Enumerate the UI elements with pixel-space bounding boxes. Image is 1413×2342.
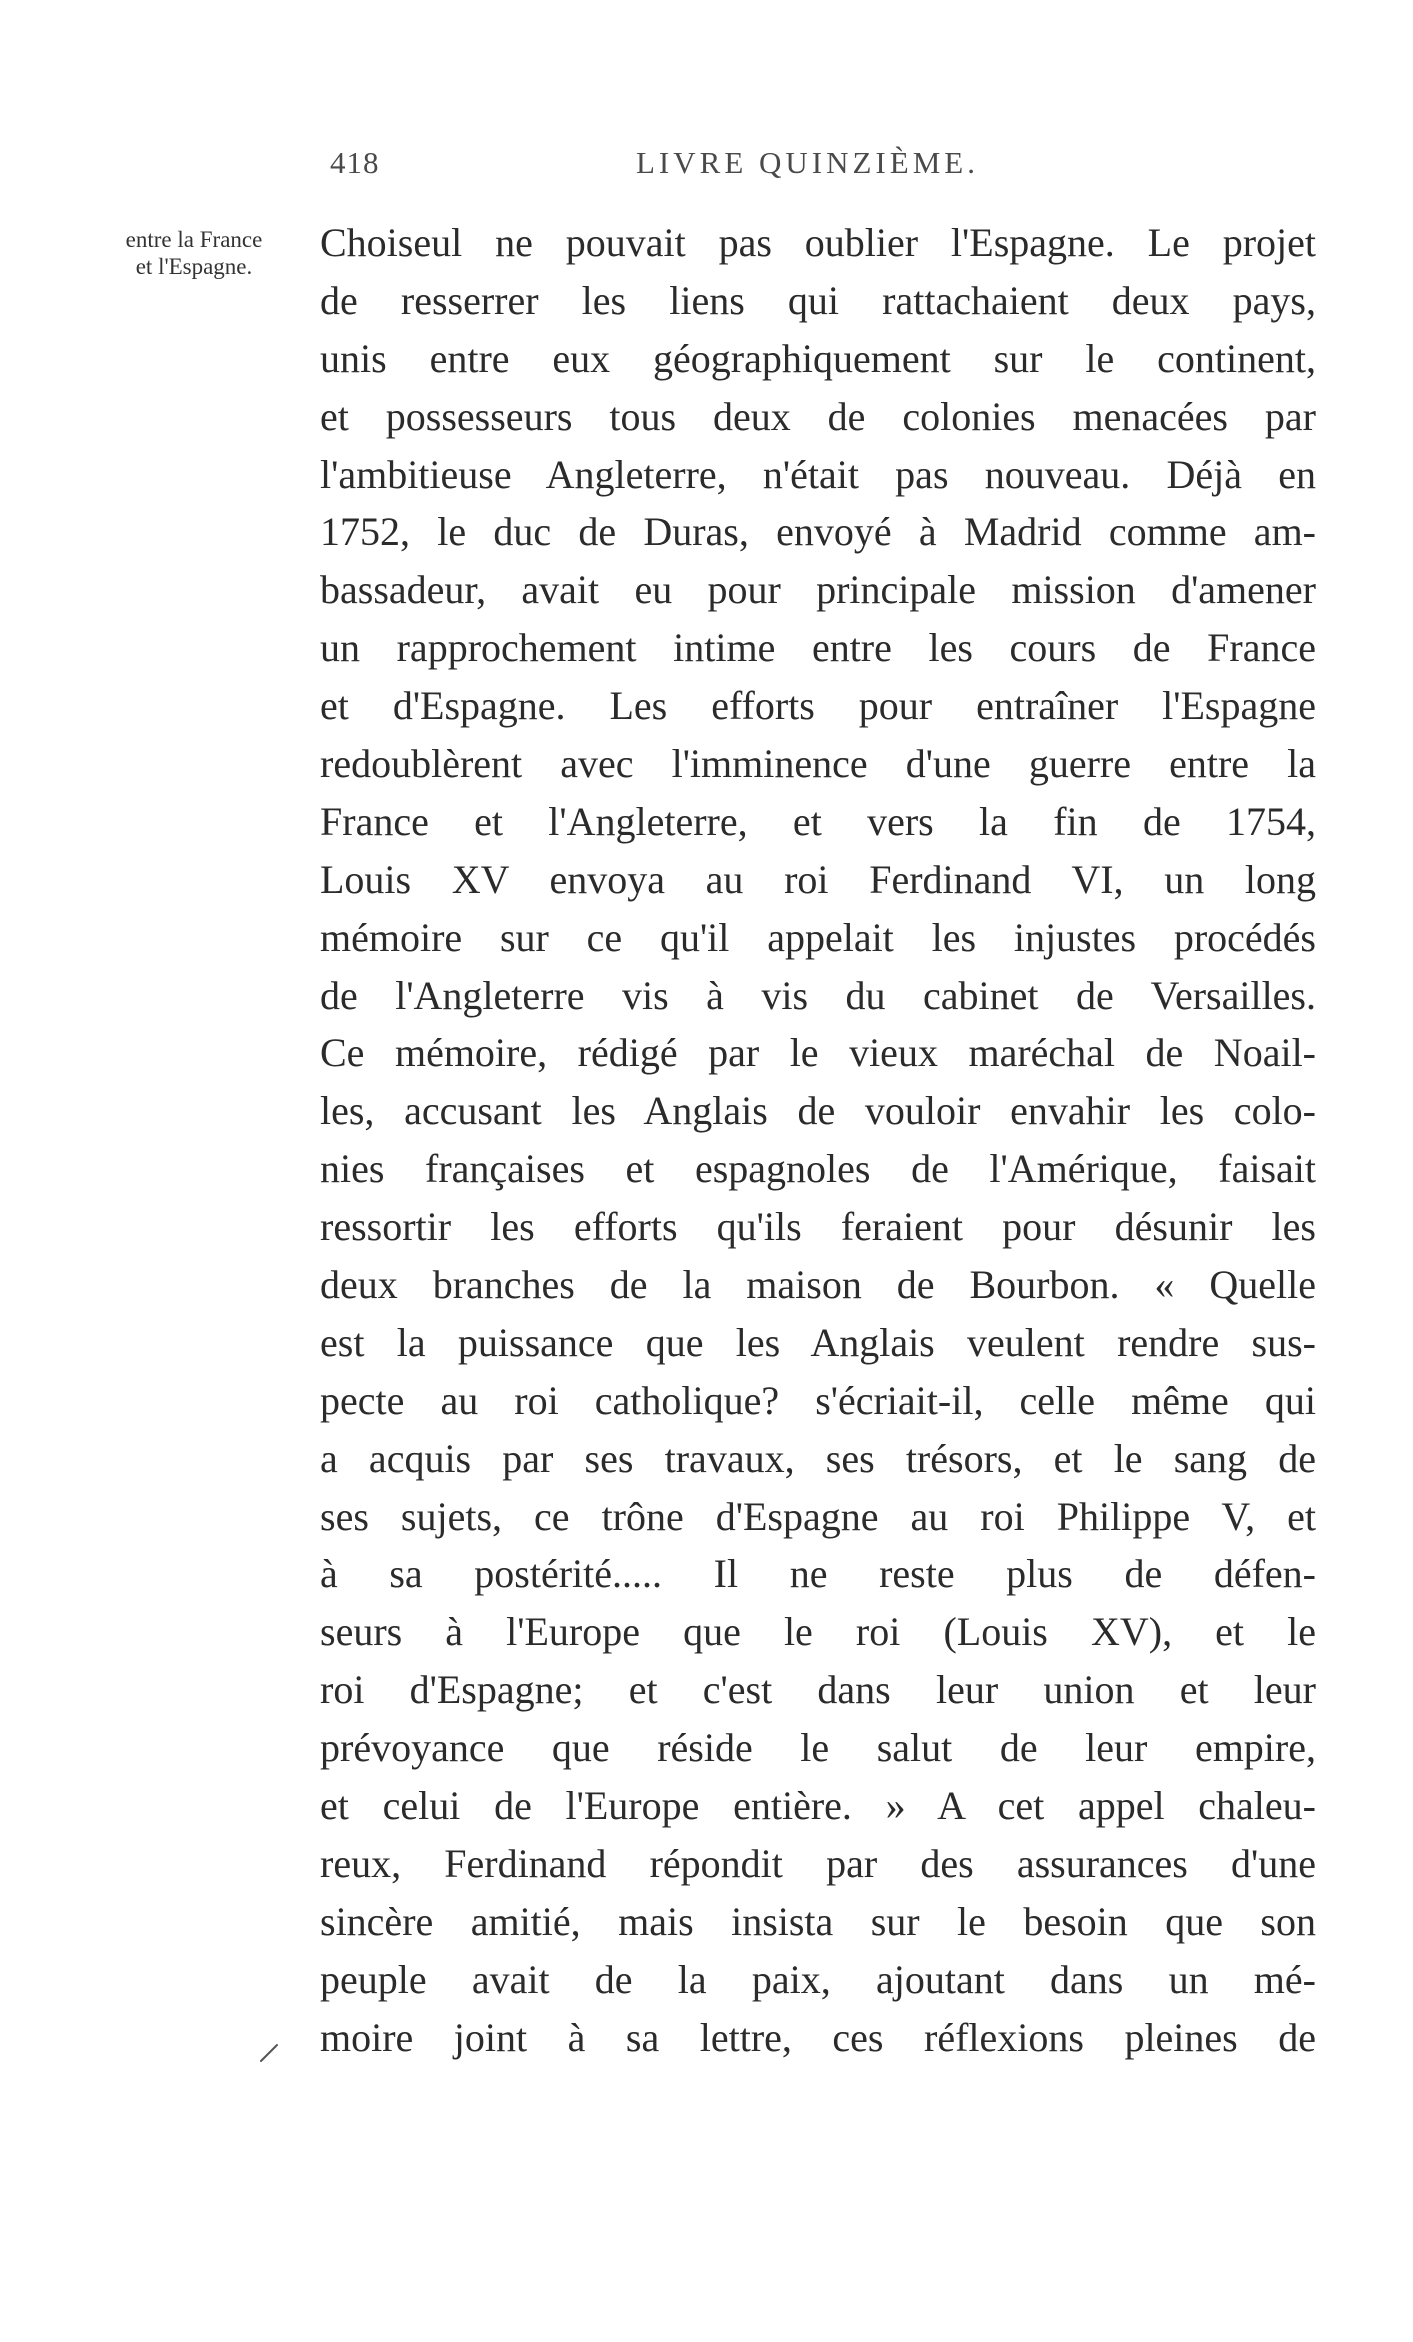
running-title: LIVRE QUINZIÈME.	[636, 145, 979, 180]
text-line: ressortir les efforts qu'ils feraient pour désunir les	[320, 1204, 1316, 1250]
text-line: Louis XV envoya au roi Ferdinand VI, un long	[320, 856, 1316, 902]
text-line: unis entre eux géographiquement sur le continent,	[320, 335, 1316, 381]
text-line: deux branches de la maison de Bourbon. « Quelle	[320, 1262, 1316, 1308]
text-line: sincère amitié, mais insista sur le besoin que son	[320, 1898, 1316, 1944]
text-line: Choiseul ne pouvait pas oublier l'Espagne. Le projet	[320, 220, 1316, 265]
text-line: et celui de l'Europe entière. » A cet appel chaleu-	[320, 1783, 1316, 1829]
text-line: de resserrer les liens qui rattachaient deux pays,	[320, 277, 1316, 323]
running-head	[0, 145, 1413, 185]
text-line: nies françaises et espagnoles de l'Amérique, faisait	[320, 1146, 1316, 1192]
text-line: mémoire sur ce qu'il appelait les injustes procédés	[320, 914, 1316, 960]
text-line: un rapprochement intime entre les cours de France	[320, 625, 1316, 671]
text-line: Ce mémoire, rédigé par le vieux maréchal de Noail-	[320, 1030, 1316, 1076]
text-line: est la puissance que les Anglais veulent rendre sus-	[320, 1319, 1316, 1365]
text-line: ses sujets, ce trône d'Espagne au roi Philippe V, et	[320, 1493, 1316, 1539]
text-line: l'ambitieuse Angleterre, n'était pas nouveau. Déjà en	[320, 451, 1316, 497]
text-line: peuple avait de la paix, ajoutant dans un mé-	[320, 1956, 1316, 2002]
text-line: et d'Espagne. Les efforts pour entraîner l'Espagne	[320, 683, 1316, 729]
text-line: à sa postérité..... Il ne reste plus de défen-	[320, 1551, 1316, 1597]
margin-note-line: et l'Espagne.	[135, 254, 253, 279]
text-line: pecte au roi catholique? s'écriait-il, celle même qui	[320, 1377, 1316, 1423]
text-line: reux, Ferdinand répondit par des assurances d'une	[320, 1840, 1316, 1886]
body-text	[320, 214, 1316, 2067]
margin-note-line: entre la France	[125, 227, 263, 252]
text-line: les, accusant les Anglais de vouloir envahir les colo-	[320, 1088, 1316, 1134]
text-line: prévoyance que réside le salut de leur empire,	[320, 1725, 1316, 1771]
text-line: bassadeur, avait eu pour principale mission d'amener	[320, 567, 1316, 613]
text-line: France et l'Angleterre, et vers la fin de 1754,	[320, 798, 1316, 844]
pencil-mark-icon	[255, 2035, 285, 2065]
text-line: moire joint à sa lettre, ces réflexions pleines de	[320, 2014, 1316, 2060]
margin-note	[84, 226, 304, 280]
text-line: 1752, le duc de Duras, envoyé à Madrid comme am-	[320, 509, 1316, 555]
text-line: et possesseurs tous deux de colonies menacées par	[320, 393, 1316, 439]
text-line: de l'Angleterre vis à vis du cabinet de Versailles.	[320, 972, 1316, 1018]
text-line: a acquis par ses travaux, ses trésors, et le sang de	[320, 1435, 1316, 1481]
page-number: 418	[330, 145, 380, 180]
text-line: roi d'Espagne; et c'est dans leur union et leur	[320, 1667, 1316, 1713]
text-line: redoublèrent avec l'imminence d'une guerre entre la	[320, 741, 1316, 787]
text-line: seurs à l'Europe que le roi (Louis XV), et le	[320, 1609, 1316, 1655]
